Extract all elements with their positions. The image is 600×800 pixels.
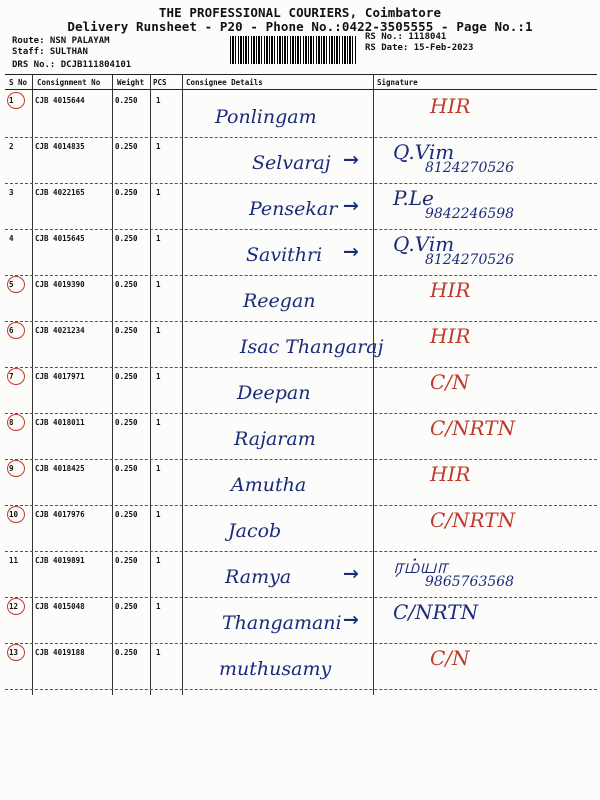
serial-number: 3 [9,188,14,197]
pieces-count: 1 [156,418,161,427]
consignment-number: CJB 4021234 [35,326,85,335]
serial-number: 6 [9,326,14,335]
route-label: Route: NSN PALAYAM [12,36,110,46]
consignee-name-handwritten: Ramya [225,566,292,588]
arrow-icon: → [343,236,359,266]
col-consignee-header: Consignee Details [186,78,263,87]
col-weight-header: Weight [117,78,145,87]
signature-handwritten: HIR [430,462,471,486]
signature-handwritten: HIR [430,278,471,302]
phone-number-handwritten: 8124270526 [425,160,515,176]
table-row [5,92,597,138]
pieces-count: 1 [156,96,161,105]
serial-number: 2 [9,142,14,151]
weight-value: 0.250 [115,464,138,473]
weight-value: 0.250 [115,188,138,197]
weight-value: 0.250 [115,142,138,151]
rs-date: RS Date: 15-Feb-2023 [365,43,474,53]
weight-value: 0.250 [115,602,138,611]
serial-number: 10 [9,510,19,519]
pieces-count: 1 [156,556,161,565]
table-row [5,276,597,322]
col-signature-header: Signature [377,78,418,87]
company-title: THE PROFESSIONAL COURIERS, Coimbatore [158,5,442,20]
consignee-name-handwritten: Reegan [243,290,316,312]
pieces-count: 1 [156,372,161,381]
table-row [5,506,597,552]
consignee-name-handwritten: Isac Thangaraj [240,336,384,358]
consignment-number: CJB 4018011 [35,418,85,427]
weight-value: 0.250 [115,510,138,519]
consignee-name-handwritten: Deepan [237,382,311,404]
signature-handwritten: C/NRTN [393,600,479,624]
consignee-name-handwritten: muthusamy [219,658,332,680]
weight-value: 0.250 [115,326,138,335]
table-row [5,414,597,460]
weight-value: 0.250 [115,96,138,105]
pieces-count: 1 [156,464,161,473]
table-row [5,368,597,414]
col-pcs-header: PCS [153,78,167,87]
signature-handwritten: HIR [430,94,471,118]
table-row [5,230,597,276]
consignee-name-handwritten: Thangamani [222,612,342,634]
weight-value: 0.250 [115,648,138,657]
serial-number: 9 [9,464,14,473]
consignment-number: CJB 4015048 [35,602,85,611]
serial-number: 7 [9,372,14,381]
col-consignment-header: Consignment No [37,78,101,87]
consignment-number: CJB 4019891 [35,556,85,565]
runsheet-title: Delivery Runsheet - P20 - Phone No.:0422-3505555 - Page No.:1 [67,19,533,34]
table-row [5,138,597,184]
pieces-count: 1 [156,602,161,611]
serial-number: 12 [9,602,19,611]
table-row [5,598,597,644]
table-row [5,184,597,230]
consignee-name-handwritten: Amutha [231,474,307,496]
serial-number: 1 [9,96,14,105]
consignment-number: CJB 4022165 [35,188,85,197]
col-sno-header: S No [9,78,28,87]
signature-handwritten: HIR [430,324,471,348]
consignment-number: CJB 4019390 [35,280,85,289]
serial-number: 11 [9,556,19,565]
consignee-name-handwritten: Jacob [228,520,282,542]
pieces-count: 1 [156,326,161,335]
signature-handwritten: P.Le [393,186,434,210]
phone-number-handwritten: 9842246598 [425,206,515,222]
table-row [5,644,597,690]
arrow-icon: → [343,144,359,174]
pieces-count: 1 [156,510,161,519]
serial-number: 8 [9,418,14,427]
signature-handwritten: Q.Vim [393,232,455,256]
consignment-number: CJB 4019188 [35,648,85,657]
serial-number: 4 [9,234,14,243]
weight-value: 0.250 [115,234,138,243]
consignment-number: CJB 4017976 [35,510,85,519]
table-row [5,460,597,506]
phone-number-handwritten: 9865763568 [425,574,515,590]
signature-handwritten: ரம்யா [393,554,448,578]
consignee-name-handwritten: Ponlingam [215,106,317,128]
signature-handwritten: C/N [430,370,470,394]
rs-number: RS No.: 1118041 [365,32,447,42]
serial-number: 13 [9,648,19,657]
weight-value: 0.250 [115,556,138,565]
consignment-number: CJB 4017971 [35,372,85,381]
arrow-icon: → [343,604,359,634]
serial-number: 5 [9,280,14,289]
weight-value: 0.250 [115,372,138,381]
consignee-name-handwritten: Selvaraj [252,152,331,174]
signature-handwritten: C/NRTN [430,508,516,532]
weight-value: 0.250 [115,280,138,289]
consignee-name-handwritten: Pensekar [249,198,338,220]
table-row [5,322,597,368]
consignment-number: CJB 4014835 [35,142,85,151]
barcode-image [230,36,356,64]
table-row [5,552,597,598]
consignee-name-handwritten: Rajaram [234,428,316,450]
phone-number-handwritten: 8124270526 [425,252,515,268]
consignment-number: CJB 4015645 [35,234,85,243]
row-separator [5,689,597,690]
weight-value: 0.250 [115,418,138,427]
consignment-number: CJB 4018425 [35,464,85,473]
pieces-count: 1 [156,648,161,657]
consignee-name-handwritten: Savithri [246,244,323,266]
pieces-count: 1 [156,142,161,151]
consignment-number: CJB 4015644 [35,96,85,105]
staff-label: Staff: SULTHAN [12,47,88,57]
signature-handwritten: Q.Vim [393,140,455,164]
signature-handwritten: C/N [430,646,470,670]
pieces-count: 1 [156,234,161,243]
signature-handwritten: C/NRTN [430,416,516,440]
pieces-count: 1 [156,280,161,289]
arrow-icon: → [343,190,359,220]
pieces-count: 1 [156,188,161,197]
drs-number: DRS No.: DCJB111804101 [12,60,132,70]
arrow-icon: → [343,558,359,588]
